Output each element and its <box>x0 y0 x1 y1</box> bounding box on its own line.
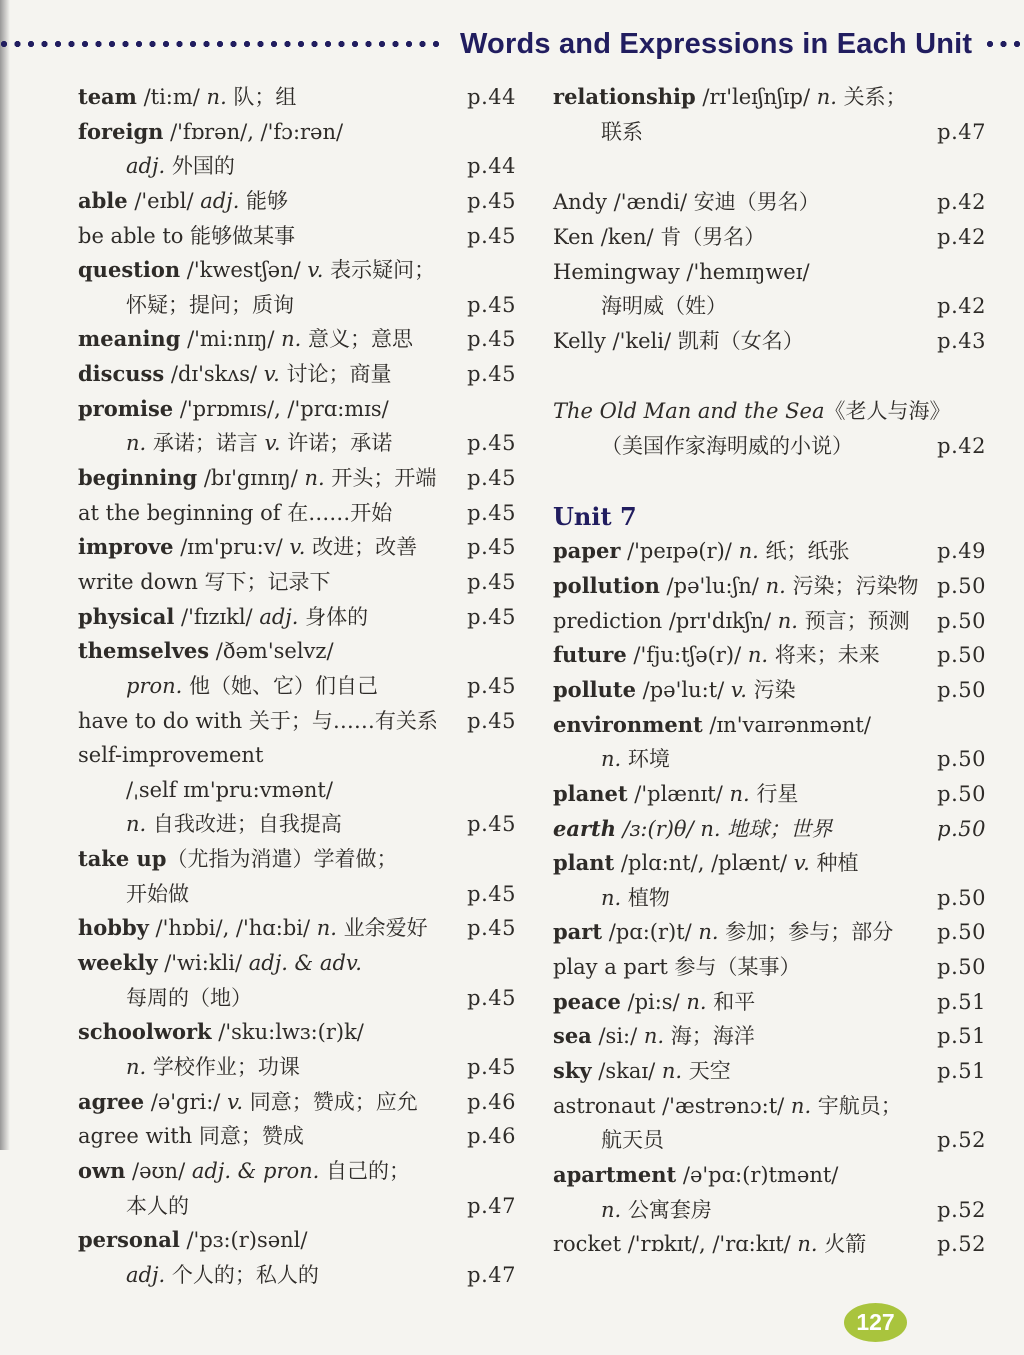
page-ref: p.44 <box>467 154 516 179</box>
page-ref: p.45 <box>467 812 516 837</box>
right-column <box>553 80 986 1262</box>
page-ref: p.42 <box>937 190 986 215</box>
entry-line <box>78 1154 516 1189</box>
entry-text: plant /plɑ:nt/, /plænt/ v. 种植 <box>553 850 859 876</box>
entry-line <box>553 255 986 290</box>
page-ref: p.52 <box>937 1197 986 1222</box>
page-ref: p.46 <box>467 1124 516 1149</box>
entry-line <box>78 219 516 254</box>
page-ref: p.45 <box>467 327 516 352</box>
entry-line <box>78 807 516 842</box>
page-ref: p.45 <box>467 292 516 317</box>
dotted-line-right <box>986 40 1024 48</box>
entry-text: personal /'pɜ:(r)sənl/ <box>78 1227 308 1253</box>
entry-text: play a part 参与（某事） <box>553 955 801 980</box>
entry-text: hobby /'hɒbi/, /'hɑ:bi/ n. 业余爱好 <box>78 915 428 941</box>
page-ref: p.50 <box>937 643 986 668</box>
entry-text: n. 环境 <box>601 747 670 772</box>
entry-line <box>553 1054 986 1089</box>
entry-line <box>78 911 516 946</box>
entry-line <box>553 569 986 604</box>
page-ref: p.42 <box>937 294 986 319</box>
entry-text: peace /pi:s/ n. 和平 <box>553 988 756 1014</box>
entry-text: Andy /'ændi/ 安迪（男名） <box>553 190 820 215</box>
page-ref: p.51 <box>937 1024 986 1049</box>
entry-line <box>78 1050 516 1085</box>
entry-line <box>78 773 516 808</box>
page-ref: p.51 <box>937 1059 986 1084</box>
entry-line <box>553 185 986 220</box>
entry-text: themselves /ðəm'selvz/ <box>78 638 334 664</box>
page-ref: p.45 <box>467 569 516 594</box>
entry-text: /ˌself ɪm'pru:vmənt/ <box>126 777 333 802</box>
entry-text: Kelly /'keli/ 凯莉（女名） <box>553 328 804 353</box>
page-ref: p.50 <box>937 955 986 980</box>
entry-line <box>553 673 986 708</box>
entry-text: 每周的（地） <box>126 985 252 1010</box>
page-ref: p.49 <box>937 539 986 564</box>
entry-text: self-improvement <box>78 743 264 768</box>
entry-line <box>78 1119 516 1154</box>
page-ref: p.46 <box>467 1089 516 1114</box>
entry-line <box>78 80 516 115</box>
entry-line <box>553 985 986 1020</box>
entry-line <box>553 846 986 881</box>
page-header <box>0 24 1024 64</box>
page-ref: p.50 <box>937 574 986 599</box>
entry-text: own /əʊn/ adj. & pron. 自己的； <box>78 1157 411 1183</box>
page-ref: p.42 <box>937 224 986 249</box>
entry-text: astronaut /'æstrənɔ:t/ n. 宇航员； <box>553 1093 902 1118</box>
entry-line <box>553 915 986 950</box>
page-ref: p.45 <box>467 1054 516 1079</box>
entry-text: pollute /pə'lu:t/ v. 污染 <box>553 676 796 702</box>
page-title: Words and Expressions in Each Unit <box>460 27 973 60</box>
entry-line <box>553 1089 986 1124</box>
page-ref: p.45 <box>467 362 516 387</box>
page-number-badge: 127 <box>844 1303 907 1342</box>
page-ref: p.50 <box>937 920 986 945</box>
entry-text: earth /ɜ:(r)θ/ n. 地球；世界 <box>553 815 833 841</box>
entry-line <box>553 638 986 673</box>
entry-text: able /'eɪbl/ adj. 能够 <box>78 187 289 213</box>
entry-text: team /ti:m/ n. 队；组 <box>78 84 297 109</box>
entry-text: adj. 个人的；私人的 <box>126 1262 319 1287</box>
page-ref: p.47 <box>467 1262 516 1287</box>
entry-text: write down 写下；记录下 <box>78 569 331 594</box>
entry-text: meaning /'mi:nɪŋ/ n. 意义；意思 <box>78 326 414 352</box>
entry-line <box>78 1223 516 1258</box>
entry-line <box>553 742 986 777</box>
entry-text: agree with 同意；赞成 <box>78 1124 304 1149</box>
entry-text: （美国作家海明威的小说） <box>601 434 853 459</box>
entry-text: Unit 7 <box>553 501 637 531</box>
entry-line <box>78 738 516 773</box>
page-ref: p.45 <box>467 223 516 248</box>
entry-text: Ken /ken/ 肯（男名） <box>553 224 766 249</box>
page-ref: p.50 <box>937 885 986 910</box>
page-ref: p.51 <box>937 989 986 1014</box>
page-ref: p.45 <box>467 916 516 941</box>
entry-text: agree /ə'gri:/ v. 同意；赞成；应允 <box>78 1088 418 1114</box>
entry-line <box>78 877 516 912</box>
entry-line <box>78 115 516 150</box>
entry-line <box>78 1015 516 1050</box>
entry-line <box>553 1193 986 1228</box>
page-ref: p.45 <box>467 466 516 491</box>
entry-text: physical /'fɪzɪkl/ adj. 身体的 <box>78 603 369 629</box>
entry-line <box>553 394 986 429</box>
page-ref: p.50 <box>937 608 986 633</box>
entry-line <box>78 669 516 704</box>
entry-text: paper /'peɪpə(r)/ n. 纸；纸张 <box>553 538 850 564</box>
entry-line <box>553 289 986 324</box>
entry-line <box>553 1123 986 1158</box>
entry-line <box>553 881 986 916</box>
page-ref: p.47 <box>467 1193 516 1218</box>
entry-line <box>78 461 516 496</box>
entry-text: at the beginning of 在……开始 <box>78 500 393 525</box>
entry-line <box>78 634 516 669</box>
entry-line <box>78 1085 516 1120</box>
entry-line <box>78 600 516 635</box>
entry-line <box>553 1158 986 1193</box>
entry-text: n. 学校作业；功课 <box>126 1054 300 1079</box>
entry-text: The Old Man and the Sea《老人与海》 <box>553 399 951 424</box>
entry-line <box>78 842 516 877</box>
page-ref: p.45 <box>467 535 516 560</box>
unit-heading <box>553 500 986 535</box>
entry-text: adj. 外国的 <box>126 154 235 179</box>
entry-text: apartment /ə'pɑ:(r)tmənt/ <box>553 1161 839 1187</box>
entry-line <box>78 1189 516 1224</box>
entry-text: prediction /prɪ'dɪkʃn/ n. 预言；预测 <box>553 608 910 633</box>
page-ref: p.45 <box>467 604 516 629</box>
entry-line <box>553 1227 986 1262</box>
entry-line <box>78 704 516 739</box>
entry-text: have to do with 关于；与……有关系 <box>78 708 438 733</box>
entry-text: n. 自我改进；自我提高 <box>126 812 342 837</box>
page-ref: p.44 <box>467 85 516 109</box>
entry-line <box>553 80 986 115</box>
entry-text: part /pɑ:(r)t/ n. 参加；参与；部分 <box>553 919 894 945</box>
page-ref: p.50 <box>937 781 986 806</box>
entry-text: pollution /pə'lu:ʃn/ n. 污染；污染物 <box>553 573 919 599</box>
entry-line <box>78 496 516 531</box>
entry-text: pron. 他（她、它）们自己 <box>126 673 379 698</box>
entry-text: rocket /'rɒkɪt/, /'rɑ:kɪt/ n. 火箭 <box>553 1232 867 1257</box>
entry-line <box>553 1019 986 1054</box>
entry-text: environment /ɪn'vaɪrənmənt/ <box>553 711 871 737</box>
page-ref: p.42 <box>937 434 986 459</box>
entry-line <box>553 429 986 464</box>
entry-text: 本人的 <box>126 1193 189 1218</box>
entry-line <box>78 530 516 565</box>
entry-text: 联系 <box>601 119 643 144</box>
entry-text: foreign /'fɒrən/, /'fɔ:rən/ <box>78 118 344 144</box>
entry-line <box>553 950 986 985</box>
page-ref: p.50 <box>937 816 986 841</box>
entry-line <box>78 981 516 1016</box>
scan-edge-shadow <box>0 0 10 1150</box>
entry-text: n. 承诺；诺言 v. 许诺；承诺 <box>126 431 393 456</box>
page-ref: p.43 <box>937 328 986 353</box>
entry-text: 海明威（姓） <box>601 294 727 319</box>
entry-line <box>78 322 516 357</box>
entry-text: relationship /rɪ'leɪʃnʃɪp/ n. 关系； <box>553 84 907 109</box>
page-ref: p.45 <box>467 881 516 906</box>
page-ref: p.52 <box>937 1128 986 1153</box>
entry-text: sea /si:/ n. 海；海洋 <box>553 1023 755 1049</box>
page-ref: p.45 <box>467 708 516 733</box>
entry-text: improve /ɪm'pru:v/ v. 改进；改善 <box>78 534 418 560</box>
entry-text: discuss /dɪ'skʌs/ v. 讨论；商量 <box>78 361 392 387</box>
page-ref: p.50 <box>937 677 986 702</box>
entry-line <box>553 708 986 743</box>
page-ref: p.47 <box>937 119 986 144</box>
entry-text: sky /skaɪ/ n. 天空 <box>553 1058 731 1084</box>
entry-text: n. 公寓套房 <box>601 1197 712 1222</box>
entry-text: 航天员 <box>601 1128 664 1153</box>
entry-text: future /'fju:tʃə(r)/ n. 将来；未来 <box>553 642 880 668</box>
entry-text: n. 植物 <box>601 885 670 910</box>
page-ref: p.45 <box>467 431 516 456</box>
entry-line <box>78 392 516 427</box>
entry-text: promise /'prɒmɪs/, /'prɑ:mɪs/ <box>78 395 389 421</box>
entry-line <box>78 357 516 392</box>
entry-text: question /'kwestʃən/ v. 表示疑问； <box>78 257 436 283</box>
page-ref: p.45 <box>467 673 516 698</box>
entry-line <box>553 604 986 639</box>
entry-line <box>553 812 986 847</box>
entry-line <box>553 777 986 812</box>
dotted-line-left <box>0 40 443 48</box>
entry-text: beginning /bɪ'gɪnɪŋ/ n. 开头；开端 <box>78 465 437 491</box>
entry-text: planet /'plænɪt/ n. 行星 <box>553 780 799 806</box>
page-ref: p.45 <box>467 188 516 213</box>
entry-line <box>78 1258 516 1293</box>
entry-text: be able to 能够做某事 <box>78 223 296 248</box>
entry-line <box>78 946 516 981</box>
entry-line <box>78 288 516 323</box>
page-ref: p.45 <box>467 985 516 1010</box>
entry-text: 怀疑；提问；质询 <box>126 292 294 317</box>
entry-line <box>553 534 986 569</box>
left-column <box>78 80 516 1292</box>
entry-line <box>78 426 516 461</box>
page-ref: p.52 <box>937 1232 986 1257</box>
entry-text: weekly /'wi:kli/ adj. & adv. <box>78 950 362 976</box>
entry-text: 开始做 <box>126 881 189 906</box>
entry-line <box>553 220 986 255</box>
entry-line <box>78 149 516 184</box>
entry-text: Hemingway /'hemɪŋweɪ/ <box>553 259 810 284</box>
page-ref: p.50 <box>937 747 986 772</box>
entry-line <box>78 565 516 600</box>
entry-line <box>553 115 986 150</box>
entry-line <box>553 324 986 359</box>
entry-text: schoolwork /'sku:lwɜ:(r)k/ <box>78 1019 364 1045</box>
page-ref: p.45 <box>467 500 516 525</box>
entry-text: take up（尤指为消遣）学着做； <box>78 846 398 872</box>
entry-line <box>78 253 516 288</box>
entry-line <box>78 184 516 219</box>
